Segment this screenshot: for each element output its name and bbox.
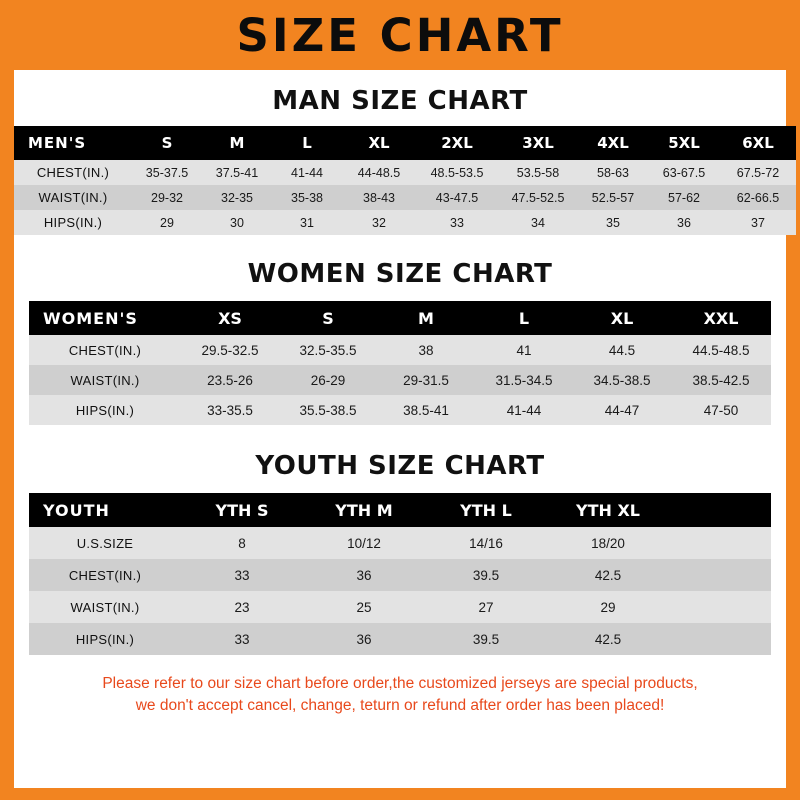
men-cell: 31 (300, 215, 314, 230)
women-header-cell: WOMEN'S (43, 308, 138, 328)
women-cell: 41 (516, 342, 532, 358)
women-cell: 26-29 (310, 372, 346, 388)
youth-cell: 23 (234, 599, 250, 615)
women-row-label: HIPS(IN.) (75, 402, 135, 418)
men-header-cell: M (229, 134, 245, 152)
footer-line-1: Please refer to our size chart before order,the customized jerseys are special products, (102, 675, 698, 692)
youth-header-cell: YTH XL (576, 500, 640, 520)
women-cell: 29-31.5 (403, 372, 449, 388)
men-cell: 63-67.5 (662, 165, 706, 180)
men-cell: 35-37.5 (145, 165, 189, 180)
women-cell: 44.5 (608, 342, 636, 358)
footer-line-2: we don't accept cancel, change, teturn or refund after order has been placed! (135, 697, 665, 715)
women-cell: 35.5-38.5 (299, 402, 357, 418)
men-cell: 36 (677, 215, 691, 230)
bottom-accent-bar (0, 788, 800, 800)
top-banner (0, 0, 800, 70)
women-row-label: CHEST(IN.) (68, 342, 142, 358)
men-cell: 30 (230, 215, 244, 230)
women-cell: 34.5-38.5 (593, 372, 651, 388)
men-cell: 47.5-52.5 (511, 190, 565, 205)
youth-row-label: WAIST(IN.) (70, 599, 140, 615)
women-cell: 44.5-48.5 (692, 342, 750, 358)
youth-section (14, 451, 786, 655)
men-header-cell: 4XL (597, 134, 629, 152)
table-row (29, 365, 771, 395)
men-cell: 53.5-58 (516, 165, 560, 180)
youth-cell: 39.5 (472, 567, 500, 583)
women-header-cell: XL (610, 308, 634, 328)
youth-cell: 39.5 (472, 631, 500, 647)
men-header-cell: 5XL (668, 134, 700, 152)
youth-cell: 14/16 (469, 535, 503, 551)
women-cell: 44-47 (604, 402, 640, 418)
men-header-cell: MEN'S (28, 134, 87, 152)
table-row (14, 185, 796, 210)
youth-header-cell (669, 493, 771, 527)
men-cell: 33 (450, 215, 464, 230)
table-row (29, 623, 771, 655)
page-title: SIZE CHART (236, 8, 564, 62)
table-row (29, 591, 771, 623)
youth-cell: 33 (234, 567, 250, 583)
men-section (14, 86, 786, 235)
men-cell: 37 (751, 215, 765, 230)
men-cell: 32-35 (221, 190, 253, 205)
men-header-cell: 2XL (441, 134, 473, 152)
men-header-cell: 3XL (522, 134, 554, 152)
youth-cell: 25 (356, 599, 372, 615)
men-table-header-row (14, 126, 796, 160)
men-cell: 62-66.5 (736, 190, 780, 205)
men-header-cell: S (161, 134, 173, 152)
women-header-cell: M (418, 308, 434, 328)
youth-header-cell: YTH L (460, 500, 512, 520)
men-cell: 34 (531, 215, 545, 230)
table-row (29, 395, 771, 425)
table-row (29, 527, 771, 559)
women-cell: 31.5-34.5 (495, 372, 553, 388)
women-section-title: WOMEN SIZE CHART (247, 259, 553, 289)
men-cell: 57-62 (668, 190, 700, 205)
youth-cell (669, 591, 771, 623)
men-header-cell: L (302, 134, 312, 152)
men-size-table (14, 126, 796, 235)
men-cell: 35 (606, 215, 620, 230)
women-section (14, 259, 786, 425)
table-row (29, 335, 771, 365)
youth-header-cell: YOUTH (43, 500, 110, 520)
women-cell: 41-44 (506, 402, 542, 418)
men-cell: 48.5-53.5 (430, 165, 484, 180)
youth-cell: 33 (234, 631, 250, 647)
men-cell: 32 (372, 215, 386, 230)
women-cell: 38.5-41 (403, 402, 449, 418)
women-cell: 38.5-42.5 (692, 372, 750, 388)
women-cell: 23.5-26 (207, 372, 253, 388)
youth-cell: 29 (600, 599, 616, 615)
women-header-cell: XS (218, 308, 242, 328)
men-row-label: HIPS(IN.) (43, 215, 103, 230)
youth-cell: 36 (356, 567, 372, 583)
youth-cell: 42.5 (594, 631, 622, 647)
youth-cell: 27 (478, 599, 494, 615)
men-header-cell: XL (368, 134, 390, 152)
youth-cell: 42.5 (594, 567, 622, 583)
table-row (29, 559, 771, 591)
youth-table-header-row (29, 493, 771, 527)
men-cell: 58-63 (597, 165, 629, 180)
men-cell: 35-38 (291, 190, 323, 205)
women-header-cell: L (518, 308, 530, 328)
women-size-table (29, 301, 771, 425)
women-row-label: WAIST(IN.) (70, 372, 140, 388)
youth-header-cell: YTH M (335, 500, 393, 520)
youth-cell (669, 559, 771, 591)
men-cell: 52.5-57 (591, 190, 635, 205)
youth-cell: 10/12 (347, 535, 381, 551)
youth-header-cell: YTH S (215, 500, 269, 520)
women-cell: 47-50 (703, 402, 739, 418)
men-cell: 44-48.5 (357, 165, 401, 180)
table-row (14, 160, 796, 185)
men-cell: 43-47.5 (435, 190, 479, 205)
youth-cell (669, 623, 771, 655)
youth-row-label: U.S.SIZE (76, 535, 134, 551)
youth-row-label: CHEST(IN.) (68, 567, 142, 583)
youth-cell (669, 527, 771, 559)
men-cell: 67.5-72 (736, 165, 780, 180)
women-cell: 38 (418, 342, 434, 358)
men-row-label: WAIST(IN.) (38, 190, 108, 205)
men-cell: 29 (160, 215, 174, 230)
youth-cell: 36 (356, 631, 372, 647)
youth-row-label: HIPS(IN.) (75, 631, 135, 647)
women-cell: 29.5-32.5 (201, 342, 259, 358)
youth-cell: 8 (238, 535, 246, 551)
women-table-header-row (29, 301, 771, 335)
women-cell: 33-35.5 (207, 402, 253, 418)
men-cell: 37.5-41 (215, 165, 259, 180)
youth-cell: 18/20 (591, 535, 625, 551)
women-header-cell: XXL (703, 308, 739, 328)
men-cell: 29-32 (151, 190, 183, 205)
women-cell: 32.5-35.5 (299, 342, 357, 358)
men-section-title: MAN SIZE CHART (272, 86, 528, 116)
men-header-cell: 6XL (742, 134, 774, 152)
men-cell: 41-44 (291, 165, 323, 180)
table-row (14, 210, 796, 235)
youth-size-table (29, 493, 771, 655)
men-row-label: CHEST(IN.) (36, 165, 110, 180)
footer-note (14, 673, 786, 718)
women-header-cell: S (322, 308, 334, 328)
men-cell: 38-43 (363, 190, 395, 205)
youth-section-title: YOUTH SIZE CHART (255, 451, 545, 481)
